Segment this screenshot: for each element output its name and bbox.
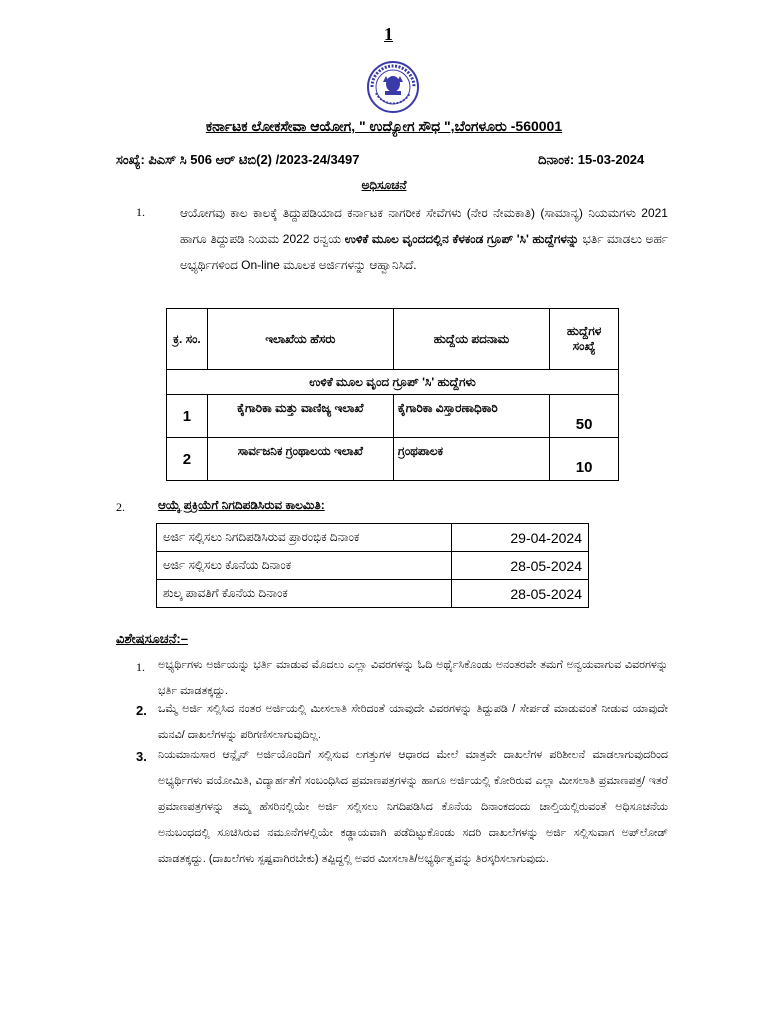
date-label: ಅರ್ಜಿ ಸಲ್ಲಿಸಲು ಕೊನೆಯ ದಿನಾಂಕ xyxy=(157,552,452,580)
group-label: ಉಳಿಕೆ ಮೂಲ ವೃಂದ ಗ್ರೂಪ್ 'ಸಿ' ಹುದ್ದೆಗಳು xyxy=(167,370,619,395)
date-label: ಶುಲ್ಕ ಪಾವತಿಗೆ ಕೊನೆಯ ದಿನಾಂಕ xyxy=(157,580,452,608)
table-group-row xyxy=(167,370,619,395)
list-item-number: 1. xyxy=(136,660,145,674)
list-item-number: 3. xyxy=(136,749,147,764)
table-row xyxy=(167,395,619,438)
post-cell: ಕೈಗಾರಿಕಾ ವಿಸ್ತಾರಣಾಧಿಕಾರಿ xyxy=(393,395,549,438)
date-value: 28-05-2024 xyxy=(452,580,589,608)
table-header-row xyxy=(167,309,619,370)
timeline-title: ಆಯ್ಕೆ ಪ್ರಕ್ರಿಯೆಗೆ ನಿಗದಿಪಡಿಸಿರುವ ಕಾಲಮಿತಿ: xyxy=(158,498,325,512)
kpsc-emblem-seal-icon xyxy=(366,60,420,114)
post-cell: ಗ್ರಂಥಪಾಲಕ xyxy=(393,438,549,481)
date-label: ಅರ್ಜಿ ಸಲ್ಲಿಸಲು ನಿಗದಿಪಡಿಸಿರುವ ಪ್ರಾರಂಭಿಕ ದಿನಾಂಕ xyxy=(157,524,452,552)
table-row xyxy=(157,580,589,608)
serial-cell: 2 xyxy=(167,438,208,481)
list-item: ಒಮ್ಮೆ ಅರ್ಜಿ ಸಲ್ಲಿಸಿದ ನಂತರ ಅರ್ಜಿಯಲ್ಲಿ ಮೀಸಲಾತಿ ಸೇರಿದಂತೆ ಯಾವುದೇ ವಿವರಗಳನ್ನು ತಿದ್ದುಪಡಿ / ಸೇರ್ಪಡೆ ಮಾಡುವಂತೆ ನೀಡುವ ಯಾವುದೇ ಮನವಿ/ ದಾಖಲೆಗಳನ್ನು ಪರಿಗಣಿಸಲಾಗುವುದಿಲ್ಲ. xyxy=(158,703,668,741)
posts-table xyxy=(166,308,619,481)
department-cell: ಸಾರ್ವಜನಿಕ ಗ್ರಂಥಾಲಯ ಇಲಾಖೆ xyxy=(207,438,393,481)
para-1-text-b: ಭರ್ತಿ ಮಾಡಲು ಅರ್ಹ ಅಭ್ಯರ್ಥಿಗಳಿಂದ On-line ಮೂಲಕ ಅರ್ಜಿಗಳನ್ನು ಆಹ್ವಾನಿಸಿದೆ. xyxy=(180,232,668,272)
list-item: ಅಭ್ಯರ್ಥಿಗಳು ಅರ್ಜಿಯನ್ನು ಭರ್ತಿ ಮಾಡುವ ಮೊದಲು ಎಲ್ಲಾ ವಿವರಗಳನ್ನು ಓದಿ ಅರ್ಥೈಸಿಕೊಂಡು ಅನಂತರವೇ ತಮಗೆ ಅನ್ವಯವಾಗುವ ವಿವರಗಳನ್ನು ಭರ್ತಿ ಮಾಡತಕ್ಕದ್ದು. xyxy=(158,659,668,697)
notice-title: ಅಧಿಸೂಚನೆ xyxy=(361,178,407,192)
reference-date: ದಿನಾಂಕ: 15-03-2024 xyxy=(538,152,645,167)
page-number: 1 xyxy=(384,24,393,44)
date-value: 28-05-2024 xyxy=(452,552,589,580)
count-cell: 10 xyxy=(550,438,619,481)
list-item-number: 2. xyxy=(136,703,147,718)
column-header-post: ಹುದ್ದೆಯ ಪದನಾಮ xyxy=(393,309,549,370)
para-1-text xyxy=(180,200,668,278)
dates-table xyxy=(156,523,589,608)
column-header-count: ಹುದ್ದೆಗಳ ಸಂಖ್ಯೆ xyxy=(550,309,619,370)
table-row xyxy=(157,524,589,552)
table-row xyxy=(157,552,589,580)
organisation-header: ಕರ್ನಾಟಕ ಲೋಕಸೇವಾ ಆಯೋಗ, " ಉದ್ಯೋಗ ಸೌಧ ",ಬೆಂಗಳೂರು -560001 xyxy=(205,118,563,134)
reference-number: ಸಂಖ್ಯೆ: ಪಿಎಸ್ ಸಿ 506 ಆರ್ ಟಿಬಿ(2) /2023-24/3497 xyxy=(116,152,360,167)
department-cell: ಕೈಗಾರಿಕಾ ಮತ್ತು ವಾಣಿಜ್ಯ ಇಲಾಖೆ xyxy=(207,395,393,438)
para-1-text-a: ಆಯೋಗವು ಕಾಲ ಕಾಲಕ್ಕೆ ತಿದ್ದುಪಡಿಯಾದ ಕರ್ನಾಟಕ ನಾಗರೀಕ ಸೇವೆಗಳು (ನೇರ ನೇಮಕಾತಿ) (ಸಾಮಾನ್ಯ) ನಿಯಮಗಳು 2021 ಹಾಗೂ ತಿದ್ದುಪಡಿ ನಿಯಮ 2022 ರನ್ವಯ xyxy=(180,206,668,246)
column-header-serial: ಕ್ರ. ಸಂ. xyxy=(167,309,208,370)
para-1-text-bold: ಉಳಿಕೆ ಮೂಲ ವೃಂದದಲ್ಲಿನ ಕೆಳಕಂಡ ಗ್ರೂಪ್ 'ಸಿ' ಹುದ್ದೆಗಳನ್ನು xyxy=(344,232,580,246)
para-number: 2. xyxy=(116,500,125,514)
table-row xyxy=(167,438,619,481)
special-notes-title: ವಿಶೇಷಸೂಚನೆ:– xyxy=(116,631,188,646)
count-cell: 50 xyxy=(550,395,619,438)
date-value: 29-04-2024 xyxy=(452,524,589,552)
serial-cell: 1 xyxy=(167,395,208,438)
para-number: 1. xyxy=(136,205,145,219)
list-item: ನಿಯಮಾನುಸಾರ ಆನ್ಲೈನ್ ಅರ್ಜಿಯೊಂದಿಗೆ ಸಲ್ಲಿಸುವ ಲಗತ್ತುಗಳ ಆಧಾರದ ಮೇಲೆ ಮಾತ್ರವೇ ದಾಖಲೆಗಳ ಪರಿಶೀಲನೆ ಮಾಡಲಾಗುವುದರಿಂದ ಅಭ್ಯರ್ಥಿಗಳು ವಯೋಮಿತಿ, ವಿದ್ಯಾರ್ಹತೆಗೆ ಸಂಬಂಧಿಸಿದ ಪ್ರಮಾಣಪತ್ರಗಳನ್ನು ಹಾಗೂ ಅರ್ಜಿಯಲ್ಲಿ ಕೋರಿರುವ ಎಲ್ಲಾ ಮೀಸಲಾತಿ ಪ್ರಮಾಣಪತ್ರ/ ಇತರೆ ಪ್ರಮಾಣಪತ್ರಗಳನ್ನು ತಮ್ಮ ಹೆಸರಿನಲ್ಲಿಯೇ ಅರ್ಜಿ ಸಲ್ಲಿಸಲು ನಿಗದಿಪಡಿಸಿದ ಕೊನೆಯ ದಿನಾಂಕದಂದು ಚಾಲ್ತಿಯಲ್ಲಿರುವಂತೆ ಅಧಿಸೂಚನೆಯ ಅನುಬಂಧದಲ್ಲಿ ಸೂಚಿಸಿರುವ ನಮೂನೆಗಳಲ್ಲಿಯೇ ಕಡ್ಡಾಯವಾಗಿ ಪಡೆದಿಟ್ಟುಕೊಂಡು ಸದರಿ ದಾಖಲೆಗಳನ್ನು ಅರ್ಜಿ ಸಲ್ಲಿಸುವಾಗ ಅಪ್‌ಲೋಡ್ ಮಾಡತಕ್ಕದ್ದು. (ದಾಖಲೆಗಳು ಸ್ಪಷ್ಟವಾಗಿರಬೇಕು) ತಪ್ಪಿದ್ದಲ್ಲಿ ಅವರ ಮೀಸಲಾತಿ/ಅಭ್ಯರ್ಥಿತ್ವವನ್ನು ತಿರಸ್ಕರಿಸಲಾಗುವುದು. xyxy=(158,749,668,865)
column-header-department: ಇಲಾಖೆಯ ಹೆಸರು xyxy=(207,309,393,370)
